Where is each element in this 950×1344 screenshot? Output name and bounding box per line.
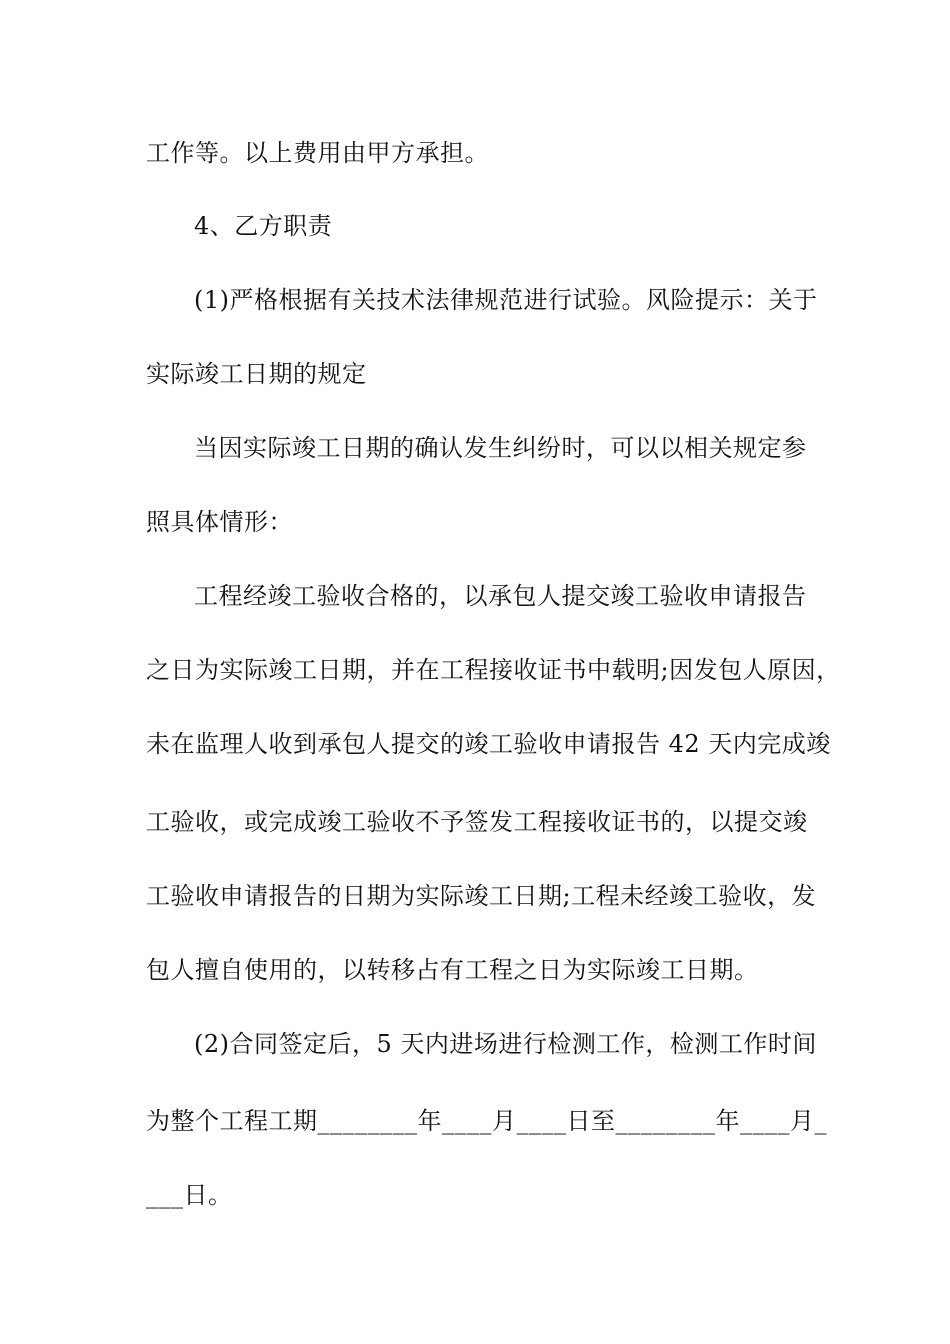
text-line-9: 未在监理人收到承包人提交的竣工验收申请报告 42 天内完成竣 — [146, 730, 831, 758]
text-line-8: 之日为实际竣工日期，并在工程接收证书中载明;因发包人原因， — [146, 656, 841, 684]
text-line-7: 工程经竣工验收合格的，以承包人提交竣工验收申请报告 — [194, 582, 807, 610]
text-line-item-1: (1)严格根据有关技术法律规范进行试验。风险提示：关于 — [194, 286, 818, 314]
text-line-15: ___日。 — [146, 1181, 233, 1209]
text-line-item-2: (2)合同签定后，5 天内进场进行检测工作，检测工作时间 — [194, 1030, 817, 1058]
text-line-11: 工验收申请报告的日期为实际竣工日期;工程未经竣工验收，发 — [146, 882, 817, 910]
text-line-6: 照具体情形： — [146, 508, 293, 536]
text-line-1: 工作等。以上费用由甲方承担。 — [146, 139, 489, 167]
text-line-4: 实际竣工日期的规定 — [146, 360, 367, 388]
section-heading-4: 4、乙方职责 — [194, 212, 333, 240]
text-line-12: 包人擅自使用的，以转移占有工程之日为实际竣工日期。 — [146, 956, 759, 984]
text-line-5: 当因实际竣工日期的确认发生纠纷时，可以以相关规定参 — [194, 434, 807, 462]
text-line-date-range: 为整个工程工期________年____月____日至________年____月_ — [146, 1107, 827, 1135]
text-line-10: 工验收，或完成竣工验收不予签发工程接收证书的，以提交竣 — [146, 808, 808, 836]
